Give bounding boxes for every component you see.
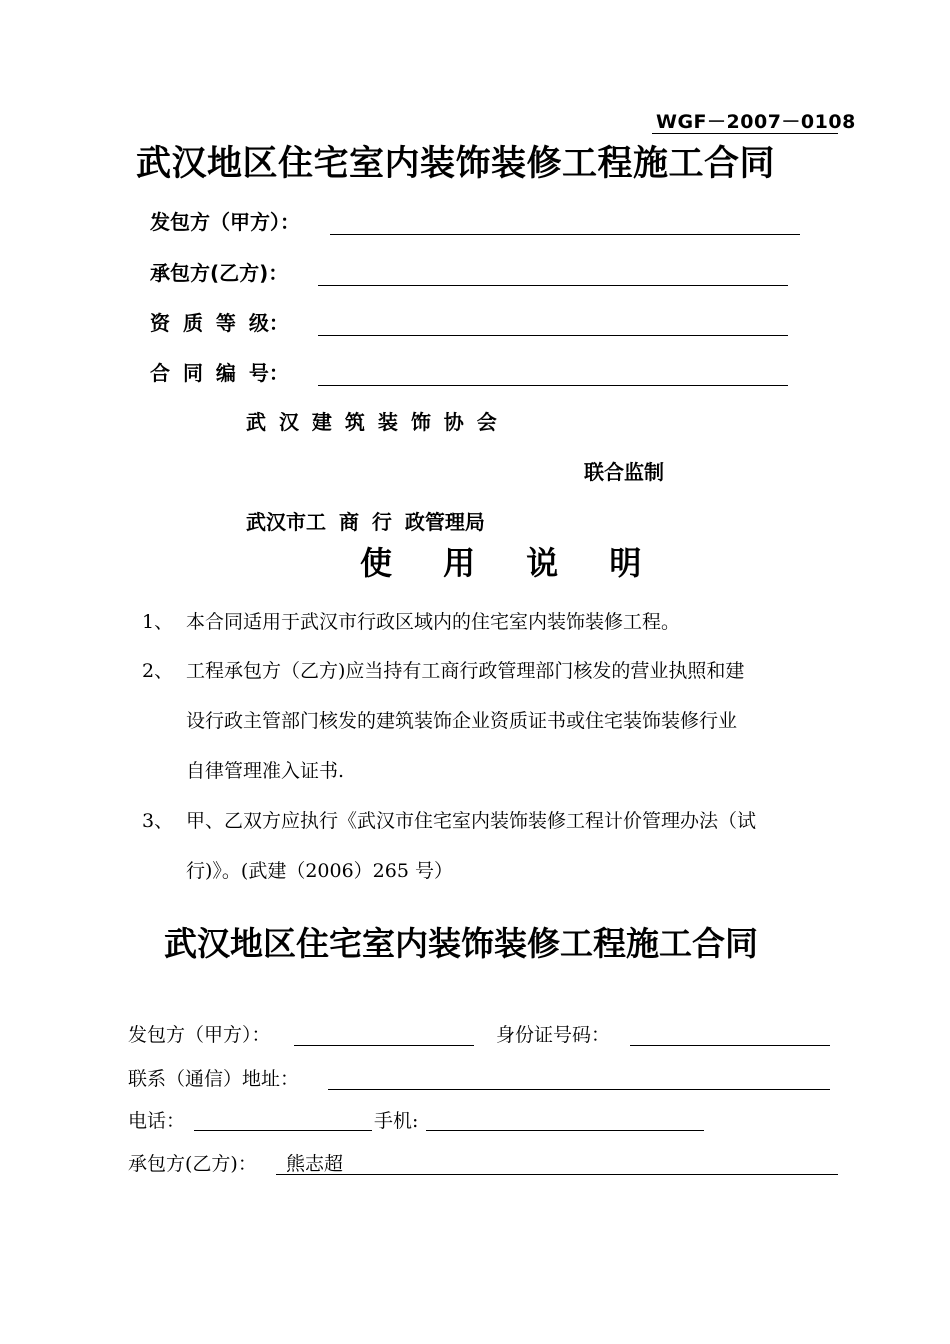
party-a-label: 发包方（甲方）： [150,210,300,234]
id-number-field[interactable] [630,1045,830,1046]
instruction-2-line-2: 设行政主管部门核发的建筑装饰企业资质证书或住宅装饰装修行业 [186,710,738,732]
instruction-3-line-2: 行)》。(武建（2006）265 号） [186,860,453,882]
qualification-field[interactable] [318,335,788,336]
phone-field[interactable] [194,1130,372,1131]
page-title: 武汉地区住宅室内装饰装修工程施工合同 [136,144,776,184]
party-a-field[interactable] [330,234,800,235]
qualification-label: 资 质 等 级： [150,311,289,335]
instruction-2-number: 2、 [142,660,174,682]
contract-code: WGF－2007－0108 [656,111,856,133]
contract-number-field[interactable] [318,385,788,386]
issuer-joint-label: 联合监制 [584,460,664,484]
instruction-1-number: 1、 [142,611,174,633]
contract-title: 武汉地区住宅室内装饰装修工程施工合同 [164,924,758,963]
instructions-heading: 使 用 说 明 [360,544,642,582]
party-b-field[interactable] [318,285,788,286]
party-b-name-field[interactable] [276,1174,838,1175]
address-field[interactable] [328,1089,830,1090]
party-a-name-field[interactable] [294,1045,474,1046]
instruction-2-line-1: 工程承包方（乙方)应当持有工商行政管理部门核发的营业执照和建 [186,660,745,682]
mobile-field[interactable] [426,1130,704,1131]
phone-label: 电话： [128,1110,186,1132]
address-label: 联系（通信）地址： [128,1068,300,1090]
instruction-3-number: 3、 [142,810,174,832]
party-a-name-label: 发包方（甲方）： [128,1024,271,1046]
party-b-name-label: 承包方(乙方)： [128,1153,257,1175]
mobile-label: 手机: [374,1110,419,1132]
contract-number-label: 合 同 编 号： [150,361,289,385]
party-b-label: 承包方(乙方)： [150,261,289,285]
instruction-1-line-1: 本合同适用于武汉市行政区域内的住宅室内装饰装修工程。 [186,611,681,633]
code-underline [652,133,838,134]
instruction-3-line-1: 甲、乙双方应执行《武汉市住宅室内装饰装修工程计价管理办法（试 [186,810,757,832]
instruction-2-line-3: 自律管理准入证书. [186,760,345,782]
id-number-label: 身份证号码： [496,1024,611,1046]
issuer-commerce-bureau: 武汉市工 商 行 政管理局 [246,510,485,534]
issuer-decoration-association: 武 汉 建 筑 装 饰 协 会 [246,410,497,434]
party-b-name-value: 熊志超 [286,1153,344,1175]
